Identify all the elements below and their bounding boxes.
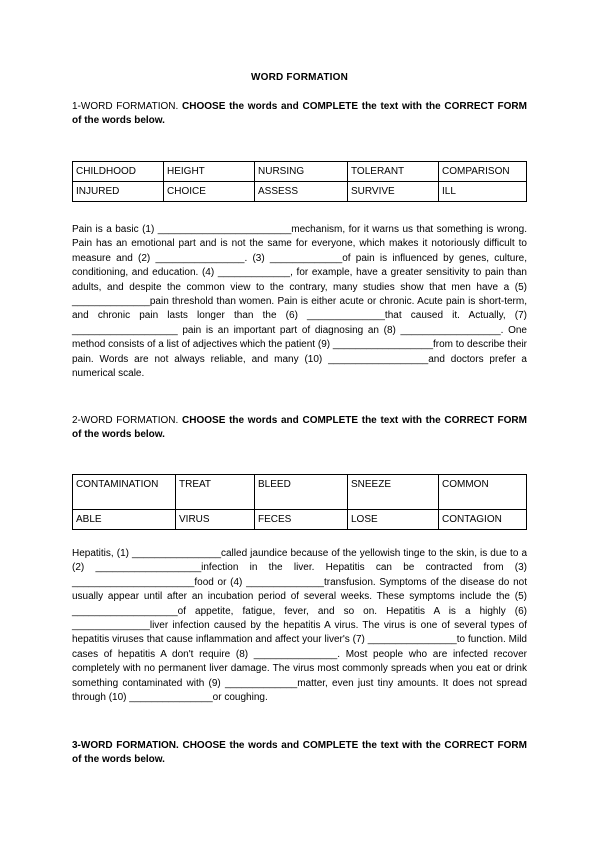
section-1-text: Pain is a basic (1) ________________________mechanism, for it warns us that something is wrong. Pain has an emotional part and is not the same for everyone, which makes it notoriously difficult to measure and (2) ________________. (3) _____________of pain is influenced by genes, culture, conditioning, and education. (4) _____________, for example, have a greater sensitivity to pain than adults, and despite the common view to the contrary, many studies show that men have a (5) ______________pain threshold than women. Pain is either acute or chronic. Acute pain is short-term, and chronic pain lasts longer than the (6) ______________that caused it. Actually, (7) ___________________ pain is an important part of diagnosing an (8) __________________. One method consists of a list of adjectives which the patient (9) __________________from to describe their pain. Words are not always reliable, and many (10) __________________and doctors prefer a numerical scale. [72, 224, 527, 380]
section-3-instruction: CHOOSE the words and COMPLETE the text with the CORRECT FORM of the words below. [72, 740, 527, 765]
word-cell: CHILDHOOD [73, 162, 164, 182]
word-cell: CONTAMINATION [73, 475, 176, 510]
word-cell: FECES [255, 510, 348, 530]
word-cell: CHOICE [164, 182, 255, 202]
word-cell: SNEEZE [348, 475, 439, 510]
word-cell: INJURED [73, 182, 164, 202]
section-1-instruction: CHOOSE the words and COMPLETE the text with the CORRECT FORM of the words below. [72, 101, 527, 126]
section-3-heading [72, 739, 527, 767]
section-1-heading [72, 100, 527, 128]
word-cell: ASSESS [255, 182, 348, 202]
word-cell: CONTAGION [439, 510, 527, 530]
word-cell: COMMON [439, 475, 527, 510]
section-2-heading [72, 414, 527, 442]
word-cell: VIRUS [176, 510, 255, 530]
section-2-number: 2-WORD FORMATION. [72, 415, 179, 426]
word-cell: LOSE [348, 510, 439, 530]
section-2-word-table [72, 474, 527, 530]
word-cell: ILL [439, 182, 527, 202]
table-row [73, 510, 527, 530]
word-cell: BLEED [255, 475, 348, 510]
word-cell: COMPARISON [439, 162, 527, 182]
table-row [73, 162, 527, 182]
word-cell: TOLERANT [348, 162, 439, 182]
word-cell: HEIGHT [164, 162, 255, 182]
section-2-instruction: CHOOSE the words and COMPLETE the text with the CORRECT FORM of the words below. [72, 415, 527, 440]
word-cell: NURSING [255, 162, 348, 182]
section-3-number: 3-WORD FORMATION. [72, 740, 179, 751]
word-cell: SURVIVE [348, 182, 439, 202]
word-cell: TREAT [176, 475, 255, 510]
page-title: WORD FORMATION [250, 72, 349, 83]
section-2-text: Hepatitis, (1) ________________called jaundice because of the yellowish tinge to the skin, is due to a (2) ___________________infection in the liver. Hepatitis can be contracted from (3) ______________________food or (4) ______________transfusion. Symptoms of the disease do not usually appear until after an incubation period of several weeks. These symptoms include the (5) ___________________of appetite, fatigue, fever, and so on. Hepatitis A is a highly (6) ______________liver infection caused by the hepatitis A virus. The virus is one of several types of hepatitis viruses that cause inflammation and affect your liver's (7) ________________to function. Mild cases of hepatitis A don't require (8) _______________. Most people who are infected recover completely with no permanent liver damage. The virus most commonly spreads when you eat or drink something contaminated with (9) _____________matter, even just tiny amounts. It does not spread through (10) _______________or coughing. [72, 548, 527, 704]
table-row [73, 182, 527, 202]
section-1-number: 1-WORD FORMATION. [72, 101, 179, 112]
table-row [73, 475, 527, 510]
word-cell: ABLE [73, 510, 176, 530]
section-1-word-table [72, 161, 527, 202]
